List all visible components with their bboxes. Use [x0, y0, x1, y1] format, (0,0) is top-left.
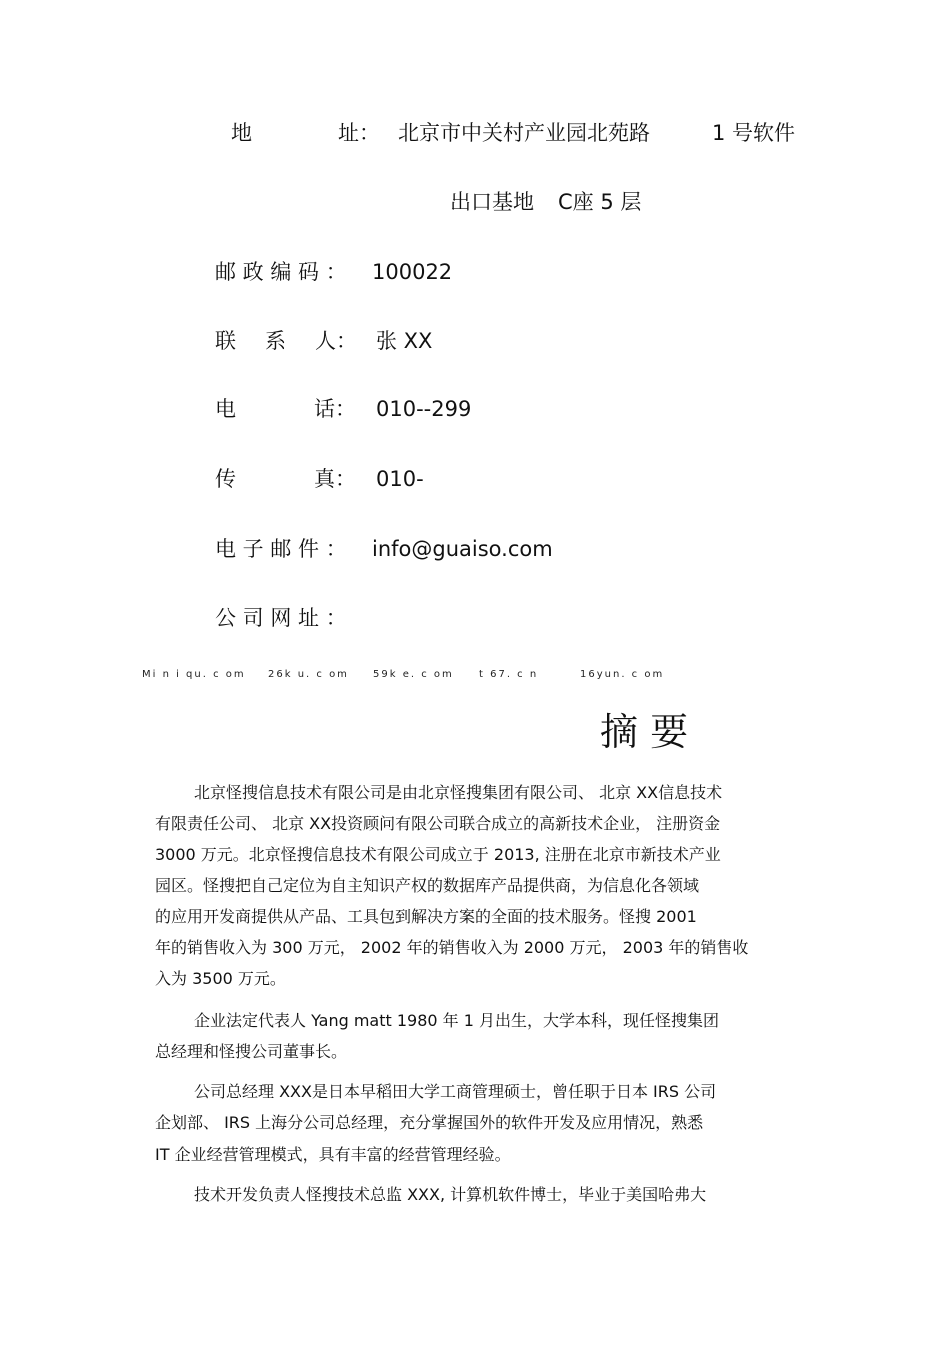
- fax-label-b: 真：: [314, 467, 356, 491]
- summary-line: 企划部、 IRS 上海分公司总经理，充分掌握国外的软件开发及应用情况，熟悉: [155, 1113, 704, 1132]
- email-value[interactable]: info@guaiso.com: [372, 537, 553, 561]
- footer-link-3[interactable]: 59k e. c om: [373, 669, 454, 680]
- summary-line: 年的销售收入为 300 万元， 2002 年的销售收入为 2000 万元， 2003 年的销售收: [155, 938, 749, 957]
- postcode-value: 100022: [372, 260, 453, 284]
- fax-value: 010-: [376, 467, 424, 491]
- phone-label-b: 话：: [314, 397, 356, 421]
- contact-person-label-c: 人：: [315, 329, 357, 353]
- summary-line: 北京怪搜信息技术有限公司是由北京怪搜集团有限公司、 北京 XX信息技术: [194, 783, 723, 802]
- summary-line: 公司总经理 XXX是日本早稻田大学工商管理硕士，曾任职于日本 IRS 公司: [194, 1082, 717, 1101]
- address-label-part2: 址：: [338, 121, 380, 145]
- address-value-line2a: 出口基地: [450, 190, 534, 214]
- summary-line: IT 企业经营管理模式，具有丰富的经营管理经验。: [155, 1145, 511, 1164]
- summary-line: 入为 3500 万元。: [155, 969, 286, 988]
- footer-link-2[interactable]: 26k u. c om: [268, 669, 349, 680]
- email-label: 电 子 邮 件 ：: [215, 537, 347, 561]
- footer-link-4[interactable]: t 67. c n: [479, 669, 539, 680]
- footer-link-1[interactable]: Mi n i qu. c om: [142, 669, 246, 680]
- summary-line: 技术开发负责人怪搜技术总监 XXX, 计算机软件博士，毕业于美国哈弗大: [194, 1185, 707, 1204]
- address-label-part1: 地: [231, 121, 252, 145]
- fax-label-a: 传: [215, 467, 236, 491]
- phone-value: 010--299: [376, 397, 472, 421]
- summary-title: 摘 要: [600, 710, 689, 754]
- contact-person-value: 张 XX: [376, 329, 433, 353]
- phone-label-a: 电: [215, 397, 236, 421]
- footer-link-5[interactable]: 16yun. c om: [580, 669, 665, 680]
- website-label: 公 司 网 址 ：: [215, 606, 347, 630]
- contact-person-label-b: 系: [265, 329, 286, 353]
- summary-line: 园区。怪搜把自己定位为自主知识产权的数据库产品提供商，为信息化各领域: [155, 876, 700, 895]
- summary-line: 3000 万元。北京怪搜信息技术有限公司成立于 2013, 注册在北京市新技术产业: [155, 845, 721, 864]
- summary-line: 企业法定代表人 Yang matt 1980 年 1 月出生，大学本科，现任怪搜集团: [194, 1011, 720, 1030]
- address-value-line1a: 北京市中关村产业园北苑路: [398, 121, 650, 145]
- summary-line: 的应用开发商提供从产品、工具包到解决方案的全面的技术服务。怪搜 2001: [155, 907, 697, 926]
- contact-person-label-a: 联: [215, 329, 236, 353]
- summary-line: 有限责任公司、 北京 XX投资顾问有限公司联合成立的高新技术企业， 注册资金: [155, 814, 721, 833]
- address-value-line2b: C座 5 层: [558, 190, 642, 214]
- postcode-label: 邮 政 编 码 ：: [215, 260, 347, 284]
- address-value-line1b: 1 号软件: [712, 121, 796, 145]
- summary-line: 总经理和怪搜公司董事长。: [155, 1042, 348, 1061]
